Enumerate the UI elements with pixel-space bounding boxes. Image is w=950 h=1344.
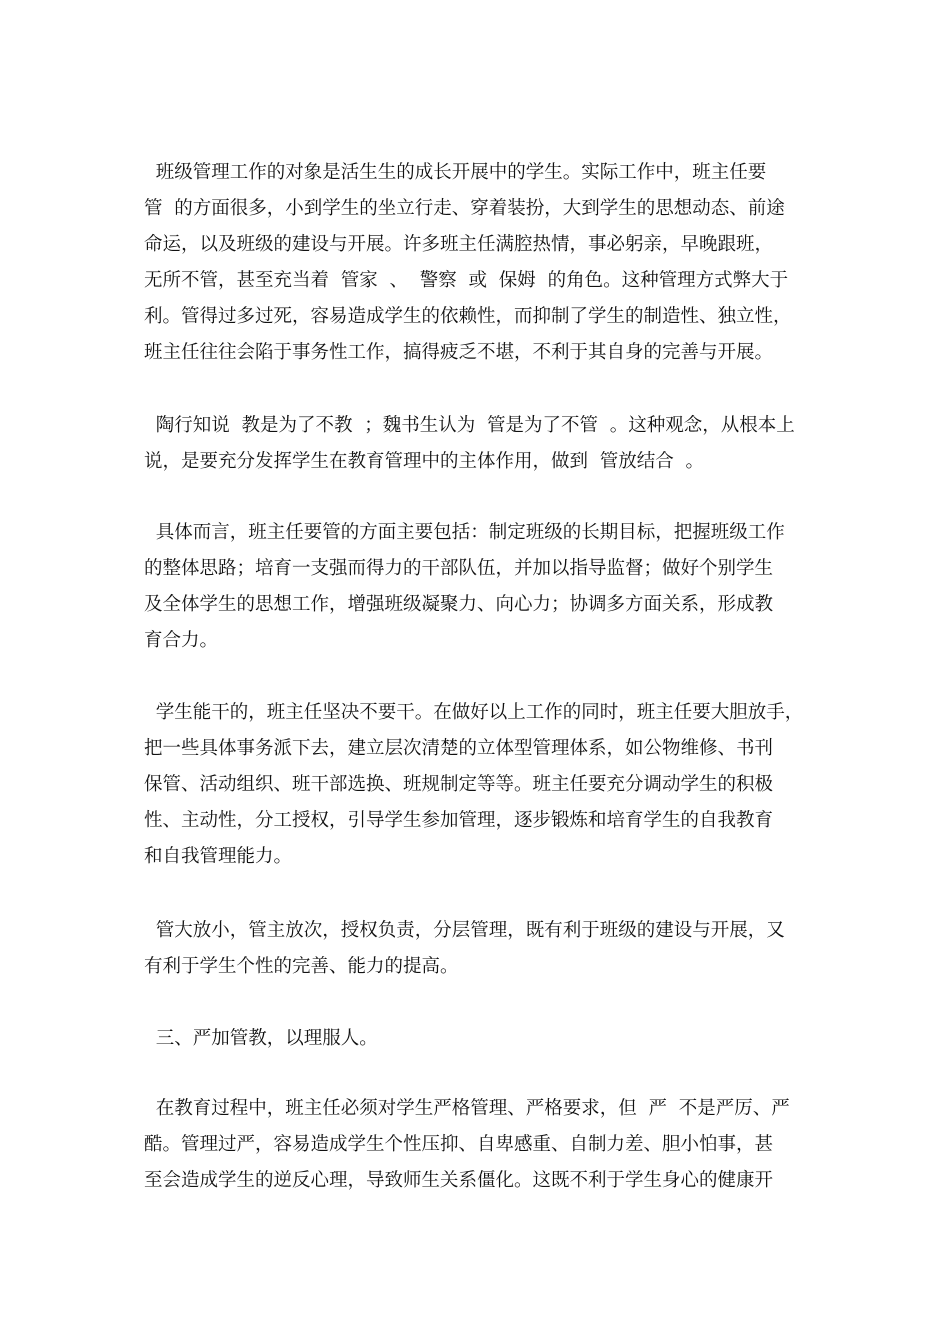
paragraph-line: 具体而言，班主任要管的方面主要包括：制定班级的长期目标，把握班级工作	[144, 522, 785, 543]
paragraph-line: 管 的方面很多，小到学生的坐立行走、穿着装扮，大到学生的思想动态、前途	[144, 198, 785, 219]
paragraph-1	[144, 155, 814, 371]
section-heading-text: 三、严加管教，以理服人。	[144, 1028, 378, 1049]
paragraph-line: 班级管理工作的对象是活生生的成长开展中的学生。实际工作中，班主任要	[144, 162, 767, 183]
section-heading	[144, 1021, 814, 1057]
paragraph-line: 在教育过程中，班主任必须对学生严格管理、严格要求，但 严 不是严厉、严	[144, 1098, 790, 1119]
paragraph-line: 利。管得过多过死，容易造成学生的依赖性，而抑制了学生的制造性、独立性，	[144, 306, 792, 327]
paragraph-line: 无所不管，甚至充当着 管家 、 警察 或 保姆 的角色。这种管理方式弊大于	[144, 270, 789, 291]
paragraph-line: 班主任往往会陷于事务性工作，搞得疲乏不堪，不利于其自身的完善与开展。	[144, 342, 774, 363]
paragraph-line: 育合力。	[144, 630, 219, 651]
paragraph-line: 有利于学生个性的完善、能力的提高。	[144, 956, 459, 977]
paragraph-line: 管大放小，管主放次，授权负责，分层管理，既有利于班级的建设与开展，又	[144, 920, 785, 941]
paragraph-line: 说，是要充分发挥学生在教育管理中的主体作用，做到 管放结合 。	[144, 451, 705, 472]
paragraph-line: 和自我管理能力。	[144, 846, 293, 867]
paragraph-line: 学生能干的，班主任坚决不要干。在做好以上工作的同时，班主任要大胆放手，	[144, 702, 804, 723]
paragraph-line: 的整体思路；培育一支强而得力的干部队伍，并加以指导监督；做好个别学生	[144, 558, 774, 579]
paragraph-line: 性、主动性，分工授权，引导学生参加管理，逐步锻炼和培育学生的自我教育	[144, 810, 774, 831]
paragraph-line: 酷。管理过严，容易造成学生个性压抑、自卑感重、自制力差、胆小怕事，甚	[144, 1134, 774, 1155]
paragraph-3	[144, 515, 814, 659]
paragraph-line: 及全体学生的思想工作，增强班级凝聚力、向心力；协调多方面关系，形成教	[144, 594, 774, 615]
paragraph-7	[144, 1091, 814, 1199]
paragraph-line: 陶行知说 教是为了不教 ；魏书生认为 管是为了不管 。这种观念，从根本上	[144, 415, 795, 436]
paragraph-line: 把一些具体事务派下去，建立层次清楚的立体型管理体系，如公物维修、书刊	[144, 738, 774, 759]
paragraph-line: 保管、活动组织、班干部选换、班规制定等等。班主任要充分调动学生的积极	[144, 774, 774, 795]
paragraph-line: 至会造成学生的逆反心理，导致师生关系僵化。这既不利于学生身心的健康开	[144, 1170, 774, 1191]
paragraph-line: 命运，以及班级的建设与开展。许多班主任满腔热情，事必躬亲，早晚跟班，	[144, 234, 774, 255]
paragraph-2	[144, 408, 814, 480]
paragraph-5	[144, 913, 814, 985]
paragraph-4	[144, 695, 814, 875]
